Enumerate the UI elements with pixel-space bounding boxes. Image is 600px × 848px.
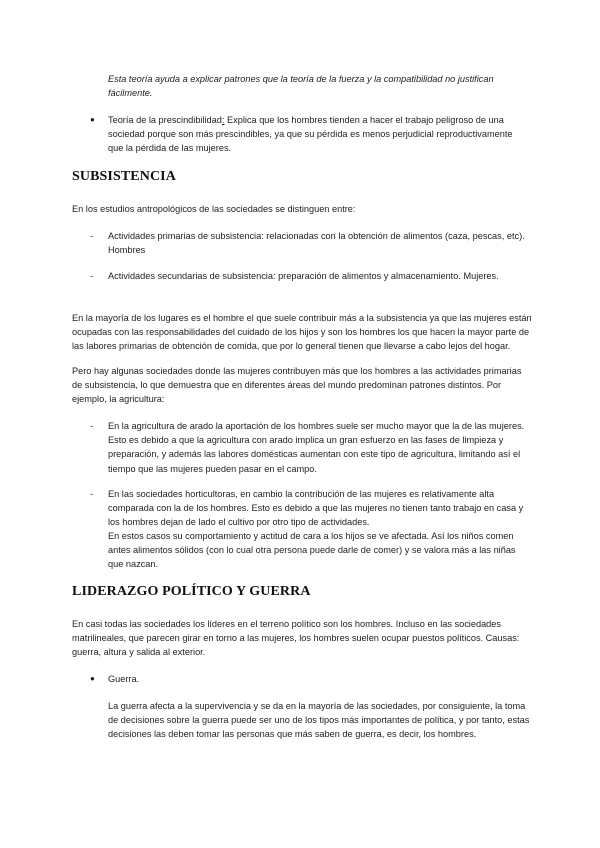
italic-note: Esta teoría ayuda a explicar patrones que la teoría de la fuerza y la compatibilidad no justifican fácilmente. — [108, 74, 494, 99]
list-item: Actividades primarias de subsistencia: relacionadas con la obtención de alimentos (caza, pescas, etc). Hombres — [108, 231, 525, 256]
prescindibilidad-bullet — [108, 113, 528, 156]
dash-icon: - — [90, 421, 94, 431]
heading-liderazgo: LIDERAZGO POLÍTICO Y GUERRA — [72, 584, 311, 599]
paragraph: Pero hay algunas sociedades donde las mujeres contribuyen más que los hombres a las actividades primarias de subsistencia, lo que demuestra que en diferentes áreas del mundo predominan patrones distintos. Por ejemplo, la agricultura: — [72, 366, 522, 405]
prescindibilidad-term: Teoría de la prescindibilidad — [108, 115, 222, 125]
guerra-text: La guerra afecta a la supervivencia y se da en la mayoría de las sociedades, por consiguiente, la toma de decisiones sobre la guerra puede ser uno de los tipos más importantes de política, y por tanto, estas decisiones las deben tomar las personas que más saben de guerra, es decir, los hombres. — [108, 701, 530, 740]
dash-icon: - — [90, 271, 94, 281]
term-colon: : — [221, 115, 225, 125]
prescindibilidad-text: Explica que los hombres tienden a hacer el trabajo peligroso de una sociedad porque son más prescindibles, ya que su pérdida es menos perjudicial reproductivamente que la pérdida de las mujeres. — [108, 115, 513, 154]
paragraph: En casi todas las sociedades los líderes en el terreno político son los hombres. Incluso en las sociedades matrilineales, que parecen girar en torno a las mujeres, los hombres suelen ocupar puestos políticos. Causas: guerra, altura y salida al exterior. — [72, 619, 520, 658]
dash-icon: - — [90, 231, 94, 241]
bullet-icon: ● — [90, 674, 95, 683]
list-item: Actividades secundarias de subsistencia: preparación de alimentos y almacenamiento. Mujeres. — [108, 271, 499, 281]
list-item: En las sociedades horticultoras, en cambio la contribución de las mujeres es relativamente alta comparada con la de los hombres. Esto es debido a que las mujeres no tienen tanto trabajo en casa y los hombres dejan de lado el cultivo por otro tipo de actividades. — [108, 489, 524, 528]
bullet-icon: ● — [90, 115, 95, 124]
heading-subsistencia: SUBSISTENCIA — [72, 169, 176, 184]
paragraph: En la mayoría de los lugares es el hombre el que suele contribuir más a la subsistencia ya que las mujeres están ocupadas con las responsabilidades del cuidado de los hijos y son los hombres los que hacen la mayor parte de las labores primarias de obtención de comida, que por lo general tienen que llevarse a cabo lejos del hogar. — [72, 313, 532, 352]
dash-icon: - — [90, 489, 94, 499]
guerra-bullet: Guerra. — [108, 674, 140, 684]
list-item-continuation: En estos casos su comportamiento y actitud de cara a los hijos se ve afectada. Así los niños comen antes alimentos sólidos (con lo cual otra persona puede darle de comer) y se valora más a las niñas que nazcan. — [108, 531, 516, 570]
list-item: En la agricultura de arado la aportación de los hombres suele ser mucho mayor que la de las mujeres. Esto es debido a que la agricultura con arado implica un gran esfuerzo en las fases de limpieza y preparación, y además las labores domésticas aumentan con este tipo de agricultura, limitando así el tiempo que las mujeres pueden pasar en el campo. — [108, 421, 525, 474]
subsistencia-intro: En los estudios antropológicos de las sociedades se distinguen entre: — [72, 204, 356, 214]
